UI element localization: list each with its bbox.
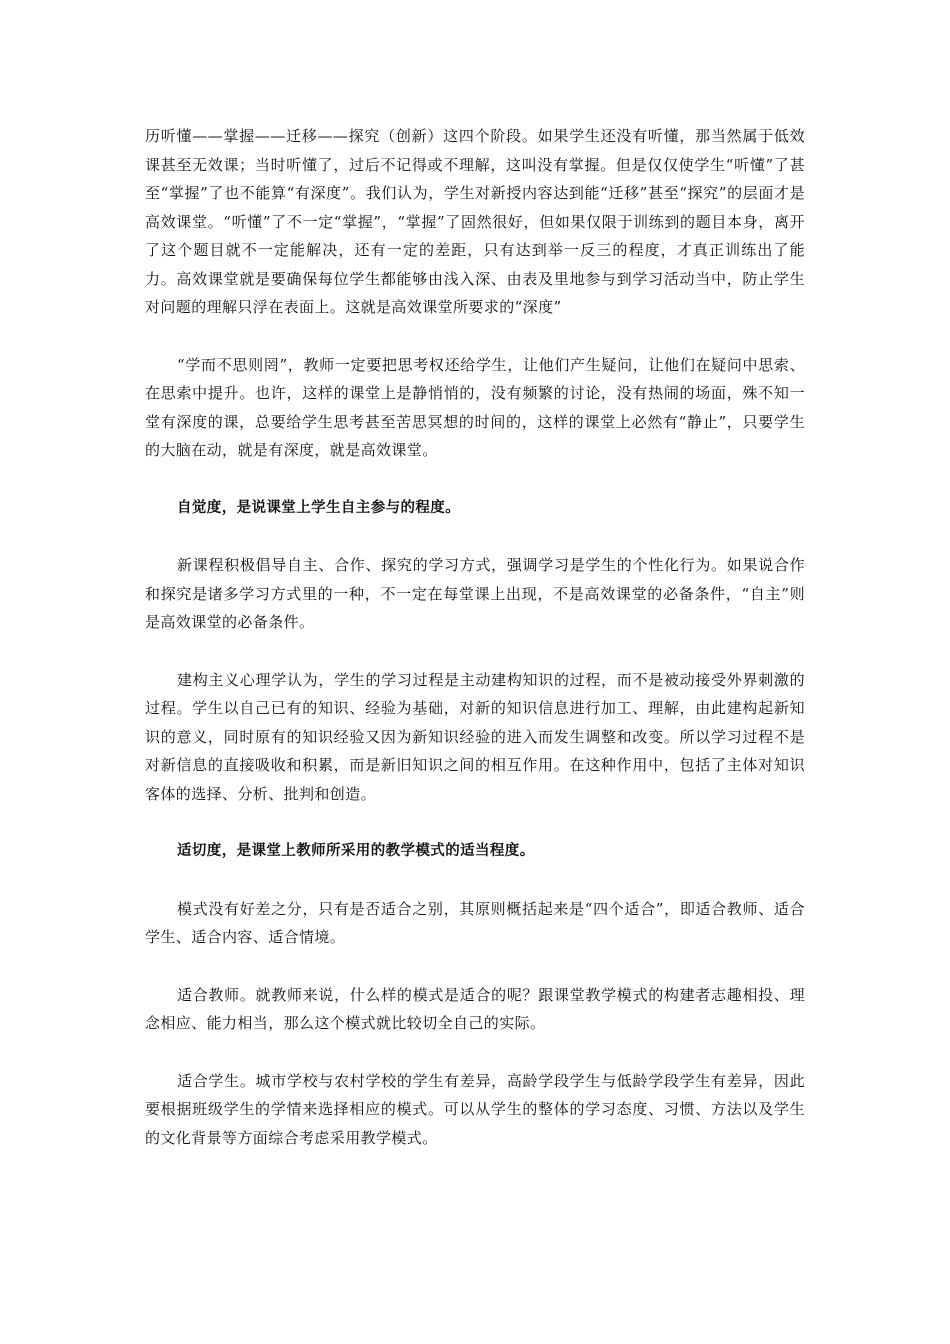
- document-page: [145, 122, 805, 1181]
- paragraph-constructivism: 建构主义心理学认为，学生的学习过程是主动建构知识的过程，而不是被动接受外界刺激的过程。学生以自己已有的知识、经验为基础，对新的知识信息进行加工、理解，由此建构起新知识的意义，同时原有的知识经验又因为新知识经验的进入而发生调整和改变。所以学习过程不是对新信息的直接吸收和积累，而是新旧知识之间的相互作用。在这种作用中，包括了主体对知识客体的选择、分析、批判和创造。: [145, 670, 805, 803]
- paragraph-fit-teacher: 适合教师。就教师来说，什么样的模式是适合的呢？跟课堂教学模式的构建者志趣相投、理念相应、能力相当，那么这个模式就比较切全自己的实际。: [145, 985, 805, 1032]
- paragraph-new-curriculum: 新课程积极倡导自主、合作、探究的学习方式，强调学习是学生的个性化行为。如果说合作和探究是诸多学习方式里的一种，不一定在每堂课上出现，不是高效课堂的必备条件，“自主”则是高效课堂的必备条件。: [145, 556, 805, 631]
- heading-self-awareness: 自觉度，是说课堂上学生自主参与的程度。: [177, 499, 461, 516]
- paragraph-fit-student: 适合学生。城市学校与农村学校的学生有差异，高龄学段学生与低龄学段学生有差异，因此要根据班级学生的学情来选择相应的模式。可以从学生的整体的学习态度、习惯、方法以及学生的文化背景等方面综合考虑采用教学模式。: [145, 1071, 805, 1147]
- paragraph-thinking: “学而不思则罔”，教师一定要把思考权还给学生，让他们产生疑问，让他们在疑问中思索、在思索中提升。也许，这样的课堂上是静悄悄的，没有频繁的讨论，没有热闹的场面，殊不知一堂有深度的课，总要给学生思考甚至苦思冥想的时间的，这样的课堂上必然有“静止”，只要学生的大脑在动，就是有深度，就是高效课堂。: [145, 355, 805, 459]
- heading-appropriateness: 适切度，是课堂上教师所采用的教学模式的适当程度。: [177, 843, 535, 859]
- paragraph-four-fits: 模式没有好差之分，只有是否适合之别，其原则概括起来是“四个适合”，即适合教师、适合学生、适合内容、适合情境。: [145, 899, 805, 946]
- paragraph-depth-stages: 历听懂——掌握——迁移——探究（创新）这四个阶段。如果学生还没有听懂，那当然属于低效课甚至无效课；当时听懂了，过后不记得或不理解，这叫没有掌握。但是仅仅使学生“听懂”了甚至“掌握”了也不能算“有深度”。我们认为，学生对新授内容达到能“迁移”甚至“探究”的层面才是高效课堂。“听懂”了不一定“掌握”，“掌握”了固然很好，但如果仅限于训练到的题目本身，离开了这个题目就不一定能解决，还有一定的差距，只有达到举一反三的程度，才真正训练出了能力。高效课堂就是要确保每位学生都能够由浅入深、由表及里地参与到学习活动当中，防止学生对问题的理解只浮在表面上。这就是高效课堂所要求的“深度”: [145, 127, 805, 316]
